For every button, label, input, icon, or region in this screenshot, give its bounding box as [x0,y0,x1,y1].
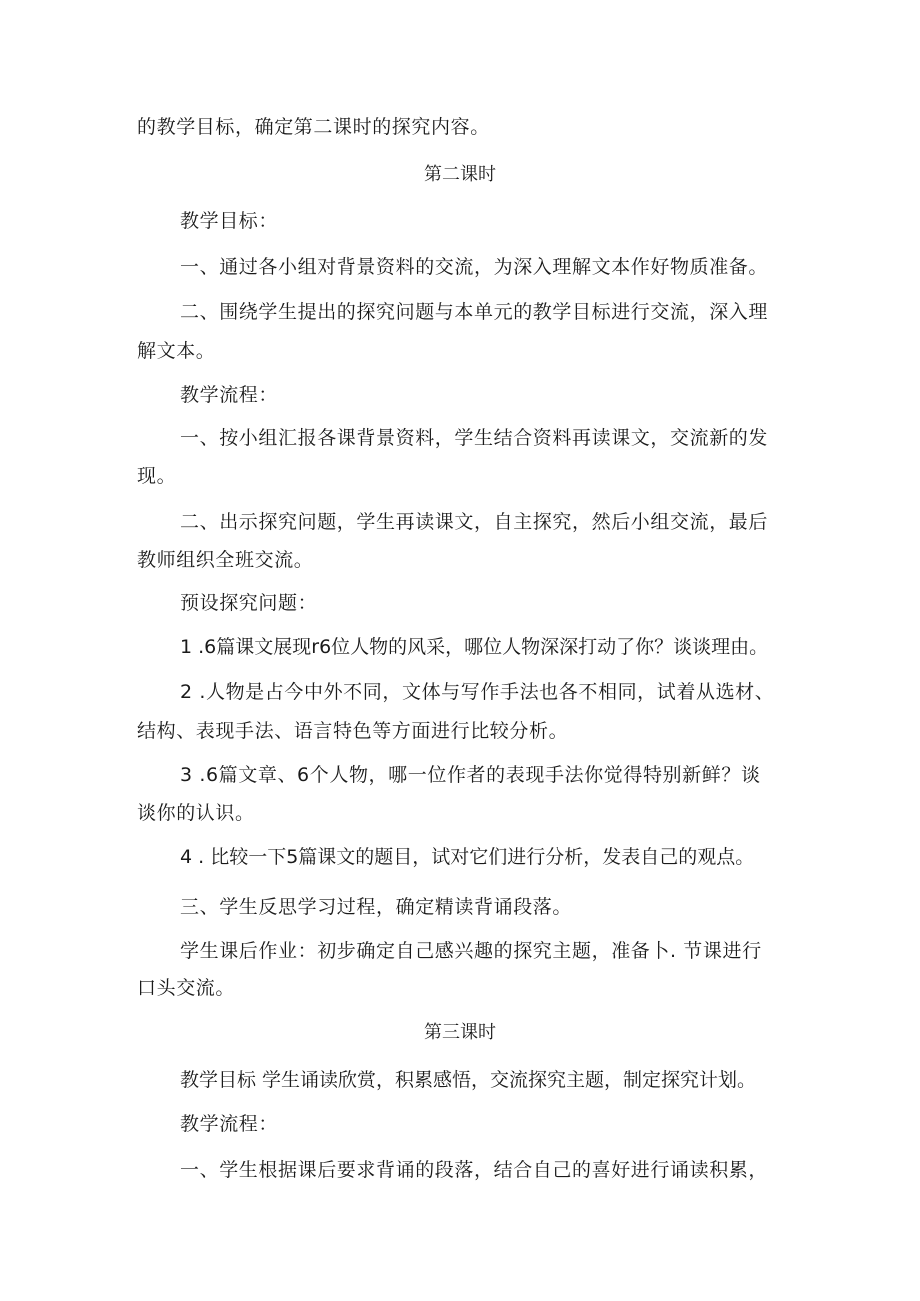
text-line: 教学流程： [180,1113,279,1135]
text-line: 的教学目标，确定第二课时的探究内容。 [137,116,490,138]
text-line: 2 .人物是占今中外不同，文体与写作手法也各不相同，试着从选材、 [180,681,775,703]
text-line: 1 .6篇课文展现r6位人物的风采，哪位人物深深打动了你？谈谈理由。 [180,636,769,658]
text-line: 教师组织全班交流。 [137,549,314,571]
text-line: 现。 [137,465,177,487]
text-line: 一、学生根据课后要求背诵的段落，结合自己的喜好进行诵读积累， [180,1159,769,1181]
text-line: 3 .6篇文章、6个人物，哪一位作者的表现手法你觉得特别新鲜？谈 [180,764,761,786]
text-line: 口头交流。 [137,977,236,999]
text-line: 4 . 比较一下5篇课文的题目，试对它们进行分析，发表自己的观点。 [180,846,755,868]
text-line: 学生课后作业：初步确定自己感兴趣的探究主题，准备卜. 节课进行 [180,940,762,962]
text-line: 教学目标 学生诵读欣赏，积累感悟，交流探究主题，制定探究计划。 [180,1069,757,1091]
text-line: 二、出示探究问题，学生再读课文，自主探究，然后小组交流，最后 [180,511,769,533]
section-heading-lesson-3: 第三课时 [424,1022,496,1043]
text-line: 一、按小组汇报各课背景资料，学生结合资料再读课文，交流新的发 [180,427,769,449]
text-line: 解文本。 [137,340,216,362]
text-line: 三、学生反思学习过程，确定精读背诵段落。 [180,896,573,918]
text-line: 预设探究问题： [180,592,318,614]
text-line: 二、围绕学生提出的探究问题与本单元的教学目标进行交流，深入理 [180,301,769,323]
text-line: 一、通过各小组对背景资料的交流，为深入理解文本作好物质准备。 [180,256,769,278]
section-heading-lesson-2: 第二课时 [424,164,496,185]
text-line: 结构、表现手法、语言特色等方面进行比较分析。 [137,720,569,742]
text-line: 教学目标： [180,210,279,232]
text-line: 谈你的认识。 [137,802,255,824]
text-line: 教学流程： [180,384,279,406]
